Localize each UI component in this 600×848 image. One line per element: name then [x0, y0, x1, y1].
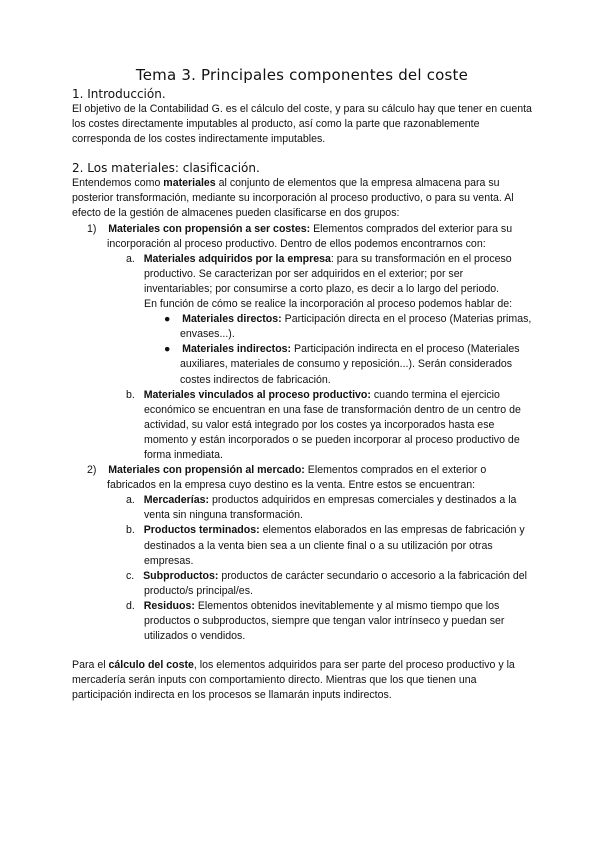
- bullet-item-directos: ● Materiales directos: Participación directa en el proceso (Materias primas, envases...).: [164, 313, 532, 341]
- list-item-1a-continuation: En función de cómo se realice la incorporación al proceso podemos hablar de:: [144, 298, 513, 311]
- materials-lead-paragraph: Entendemos como materiales al conjunto de elementos que la empresa almacena para su posterior transformación, mediante su incorporación al proceso productivo, o para su venta. Al efecto de la gestión de almacenes pueden clasificarse en dos grupos:: [72, 177, 514, 220]
- document-page: [72, 66, 532, 703]
- closing-paragraph: Para el cálculo del coste, los elementos adquiridos para ser parte del proceso productivo y la mercadería serán inputs con comportamiento directo. Mientras que los que tienen una participación indirecta en los procesos se llamarán inputs indirectos.: [72, 659, 515, 702]
- intro-paragraph: El objetivo de la Contabilidad G. es el cálculo del coste, y para su cálculo hay que tener en cuenta los costes directamente imputables al producto, así como la parte que razonablemente corresponda de los costes indirectamente imputables.: [72, 103, 532, 146]
- list-item-2d: d. Residuos: Elementos obtenidos inevitablemente y al mismo tiempo que los productos o subproductos, siempre que tengan valor intrínseco y puedan ser utilizados o vendidos.: [126, 599, 505, 643]
- list-item-1a: a. Materiales adquiridos por la empresa: para su transformación en el proceso productivo. Se caracterizan por ser adquiridos en el exterior; por ser inventariables; por consumirse a corto plazo, es decir a lo largo del periodo.: [126, 252, 512, 295]
- document-title: Tema 3. Principales componentes del coste: [135, 66, 469, 84]
- list-item-1b: b. Materiales vinculados al proceso productivo: cuando termina el ejercicio económico se encuentran en una fase de transformación dentro de un centro de actividad, su valor está integrado por los costes ya incorporados hasta ese momento y están incorporados o se pueden incorporar al proceso productivo de forma inmediata.: [126, 388, 521, 461]
- section-materials-heading: 2. Los materiales: clasificación.: [72, 161, 260, 176]
- list-item-2c: c. Subproductos: productos de carácter secundario o accesorio a la fabricación del producto/s principal/es.: [126, 569, 527, 597]
- bullet-item-indirectos: ● Materiales indirectos: Participación indirecta en el proceso (Materiales auxiliares, materiales de consumo y reposición...). Serán considerados costes indirectos de fabricación.: [164, 343, 520, 386]
- list-item-2a: a. Mercaderías: productos adquiridos en empresas comerciales y destinados a la venta sin ninguna transformación.: [126, 494, 517, 522]
- list-item-group-1: 1) Materiales con propensión a ser costes: Elementos comprados del exterior para su incorporación al proceso productivo. Dentro de ellos podemos encontrarnos con:: [87, 222, 513, 250]
- list-item-2b: b. Productos terminados: elementos elaborados en las empresas de fabricación y destinados a la venta bien sea a un cliente final o a su utilización por otras empresas.: [126, 524, 525, 567]
- list-item-group-2: 2) Materiales con propensión al mercado: Elementos comprados en el exterior o fabricados en la empresa cuyo destino es la venta. Entre estos se encuentran:: [87, 464, 487, 492]
- section-intro-heading: 1. Introducción.: [72, 87, 166, 101]
